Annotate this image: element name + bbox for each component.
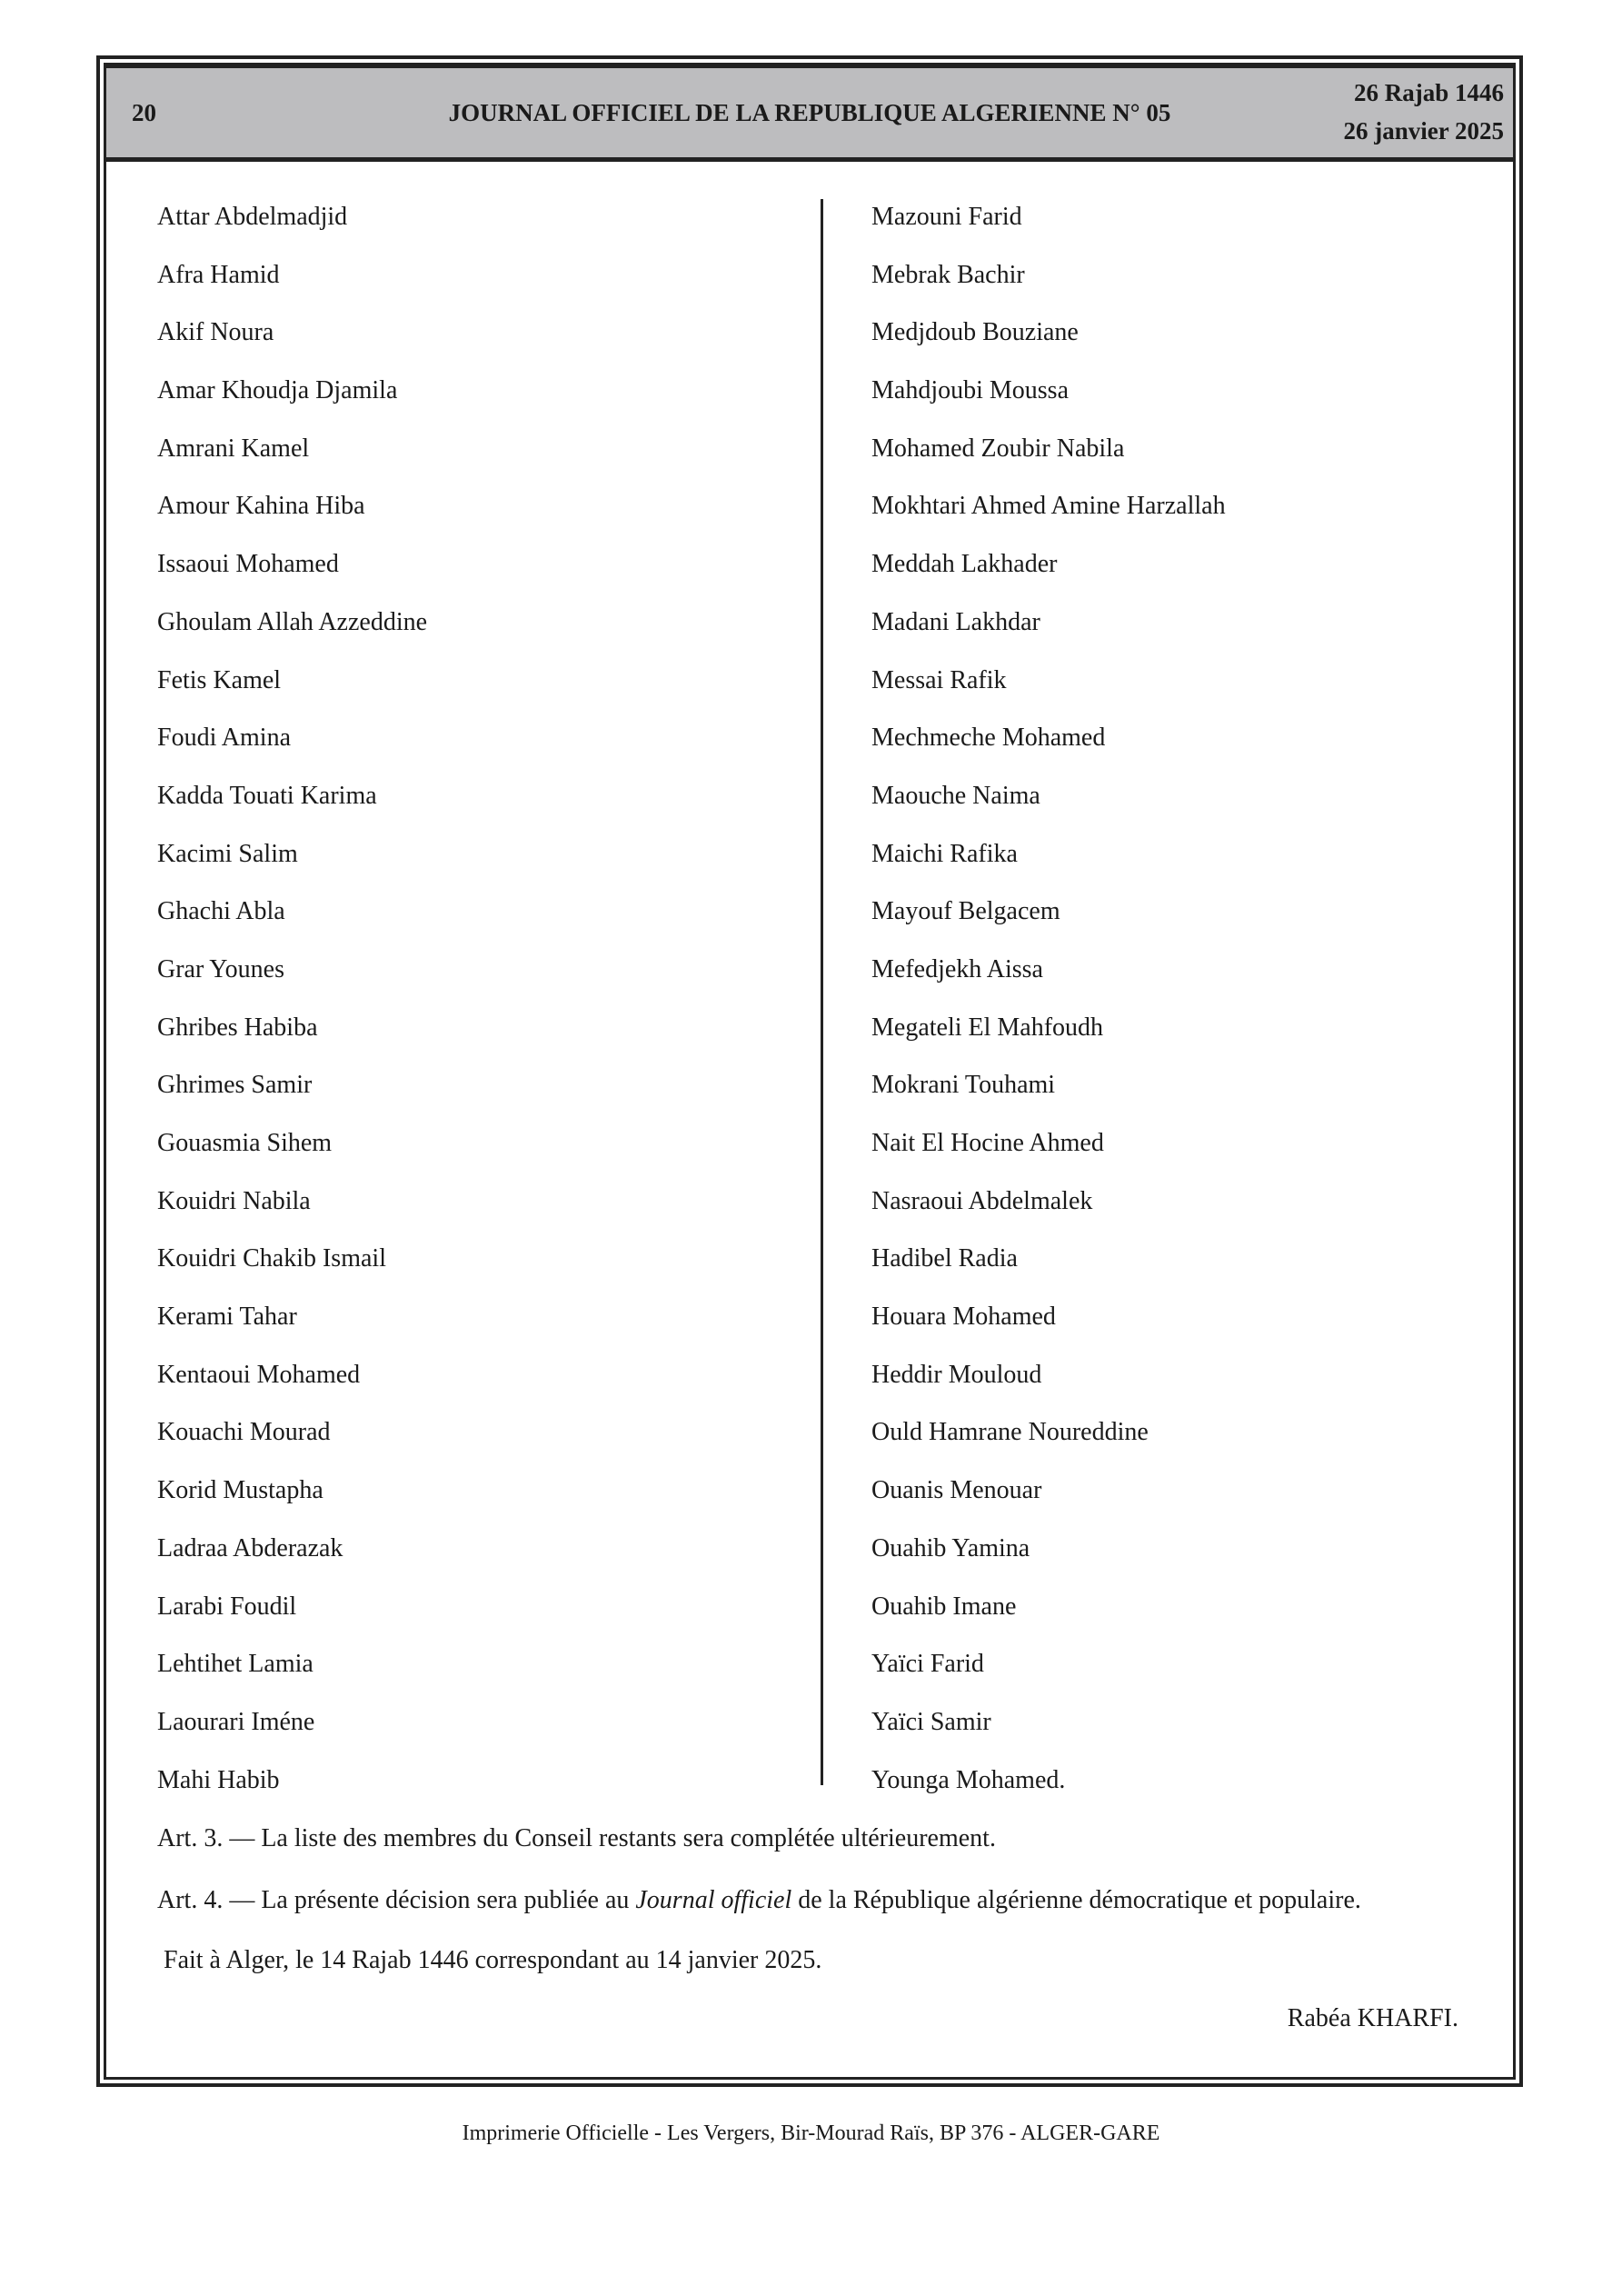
member-name: Yaïci Farid xyxy=(871,1650,984,1679)
page-frame xyxy=(96,55,1523,2087)
date-gregorian: 26 janvier 2025 xyxy=(1343,117,1504,145)
member-name: Kouidri Nabila xyxy=(157,1186,311,1215)
member-name: Maichi Rafika xyxy=(871,839,1018,868)
member-name: Ould Hamrane Noureddine xyxy=(871,1418,1149,1447)
member-name: Kouidri Chakib Ismail xyxy=(157,1244,386,1273)
member-name: Grar Younes xyxy=(157,954,284,983)
member-name: Mahi Habib xyxy=(157,1765,280,1794)
member-name: Afra Hamid xyxy=(157,260,280,289)
page-number: 20 xyxy=(132,99,156,126)
member-name: Mazouni Farid xyxy=(871,203,1022,231)
member-name: Kouachi Mourad xyxy=(157,1418,331,1447)
member-name: Korid Mustapha xyxy=(157,1476,323,1505)
member-name: Mahdjoubi Moussa xyxy=(871,376,1069,405)
member-name: Madani Lakhdar xyxy=(871,607,1040,636)
signature: Rabéa KHARFI. xyxy=(1287,2004,1458,2032)
member-name: Mayouf Belgacem xyxy=(871,897,1060,926)
member-name: Nasraoui Abdelmalek xyxy=(871,1186,1093,1215)
member-name: Kadda Touati Karima xyxy=(157,781,377,810)
article-3: Art. 3. — La liste des membres du Conseil restants sera complétée ultérieurement. xyxy=(157,1824,996,1852)
member-name: Kacimi Salim xyxy=(157,839,298,868)
member-name: Medjdoub Bouziane xyxy=(871,318,1079,347)
names-right-column xyxy=(871,202,1226,1822)
member-name: Akif Noura xyxy=(157,318,274,347)
date-hijri: 26 Rajab 1446 xyxy=(1353,79,1504,106)
member-name: Ghrimes Samir xyxy=(157,1071,313,1100)
member-name: Ghachi Abla xyxy=(157,897,285,926)
member-name: Mefedjekh Aissa xyxy=(871,954,1043,983)
member-name: Ghoulam Allah Azzeddine xyxy=(157,607,428,636)
member-name: Issaoui Mohamed xyxy=(157,550,339,579)
done-at: Fait à Alger, le 14 Rajab 1446 correspondant au 14 janvier 2025. xyxy=(164,1946,822,1974)
member-name: Ladraa Abderazak xyxy=(157,1533,343,1562)
member-name: Amar Khoudja Djamila xyxy=(157,376,398,405)
issue-date xyxy=(1344,74,1505,150)
article-4-text: Art. 4. — La présente décision sera publiée au xyxy=(157,1886,636,1914)
member-name: Mokhtari Ahmed Amine Harzallah xyxy=(871,492,1226,521)
article-4 xyxy=(157,1886,1361,1915)
member-name: Ouahib Imane xyxy=(871,1592,1017,1621)
member-name: Younga Mohamed. xyxy=(871,1765,1066,1794)
page-inner-frame xyxy=(104,63,1516,2080)
member-name: Meddah Lakhader xyxy=(871,550,1058,579)
member-name: Mokrani Touhami xyxy=(871,1071,1056,1100)
member-name: Amrani Kamel xyxy=(157,434,310,463)
member-name: Lehtihet Lamia xyxy=(157,1650,313,1679)
journal-officiel-italic: Journal officiel xyxy=(635,1886,792,1914)
member-name: Hadibel Radia xyxy=(871,1244,1018,1273)
journal-header xyxy=(106,65,1513,162)
member-name: Mebrak Bachir xyxy=(871,260,1025,289)
names-left-column xyxy=(157,202,427,1822)
member-name: Mechmeche Mohamed xyxy=(871,724,1106,753)
member-name: Messai Rafik xyxy=(871,665,1007,694)
printer-footer: Imprimerie Officielle - Les Vergers, Bir-Mourad Raïs, BP 376 - ALGER-GARE xyxy=(462,2121,1160,2145)
member-name: Kerami Tahar xyxy=(157,1303,297,1332)
member-name: Ouahib Yamina xyxy=(871,1533,1030,1562)
member-name: Kentaoui Mohamed xyxy=(157,1360,361,1389)
member-name: Yaïci Samir xyxy=(871,1707,991,1736)
member-name: Maouche Naima xyxy=(871,781,1040,810)
member-name: Ghribes Habiba xyxy=(157,1013,318,1042)
article-4-text-end: de la République algérienne démocratique et populaire. xyxy=(791,1886,1361,1914)
member-name: Amour Kahina Hiba xyxy=(157,492,365,521)
column-divider xyxy=(821,199,823,1785)
member-name: Houara Mohamed xyxy=(871,1303,1056,1332)
member-name: Fetis Kamel xyxy=(157,665,282,694)
member-name: Attar Abdelmadjid xyxy=(157,203,348,231)
member-name: Heddir Mouloud xyxy=(871,1360,1042,1389)
member-name: Megateli El Mahfoudh xyxy=(871,1013,1104,1042)
member-name: Nait El Hocine Ahmed xyxy=(871,1129,1104,1157)
member-name: Foudi Amina xyxy=(157,724,292,753)
member-name: Gouasmia Sihem xyxy=(157,1129,333,1157)
member-name: Ouanis Menouar xyxy=(871,1476,1042,1505)
member-name: Mohamed Zoubir Nabila xyxy=(871,434,1125,463)
member-name: Larabi Foudil xyxy=(157,1592,297,1621)
member-name: Laourari Iméne xyxy=(157,1707,315,1736)
journal-title: JOURNAL OFFICIEL DE LA REPUBLIQUE ALGERIENNE N° 05 xyxy=(448,99,1171,126)
